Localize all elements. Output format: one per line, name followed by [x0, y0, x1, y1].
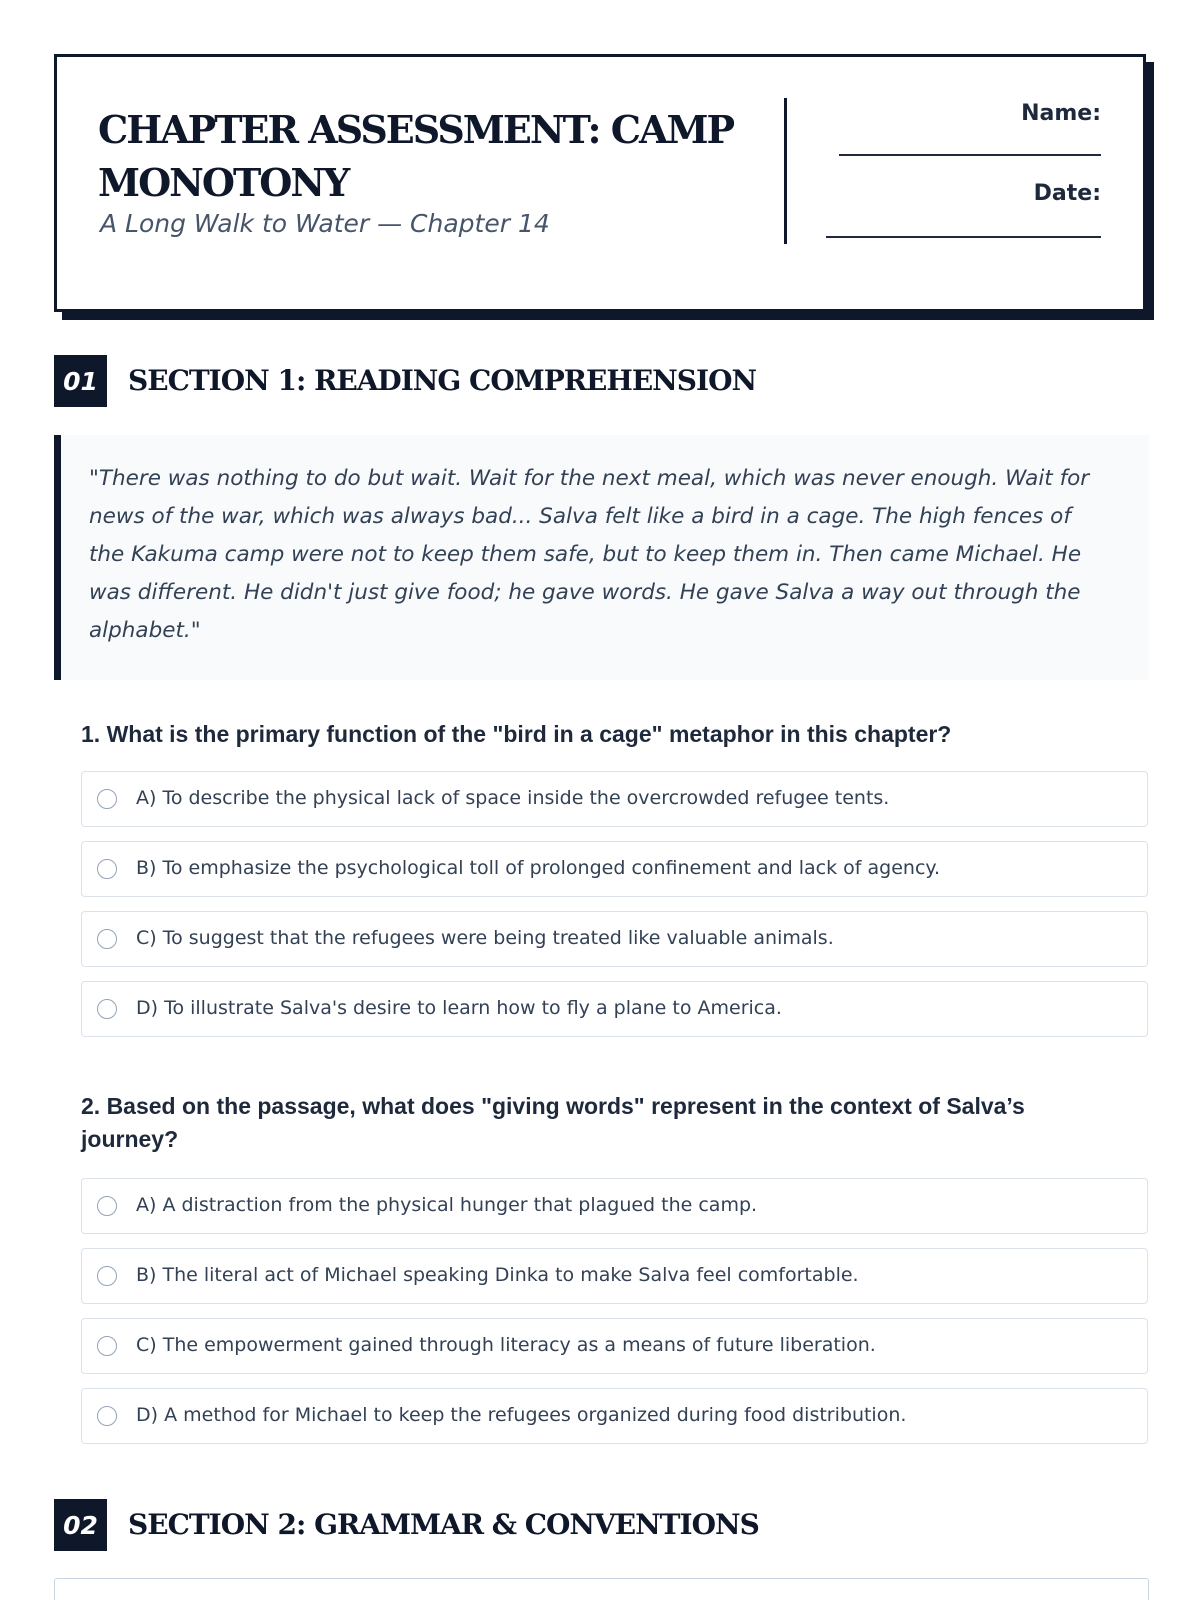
option-label: D) A method for Michael to keep the refugees organized during food distribution. — [136, 1404, 907, 1426]
question-1-option-a[interactable] — [81, 771, 1148, 827]
section-number-badge: 01 — [54, 355, 107, 407]
name-label: Name: — [1021, 101, 1101, 126]
header-divider — [784, 98, 787, 244]
radio-button[interactable] — [97, 929, 117, 949]
radio-button[interactable] — [97, 999, 117, 1019]
name-field[interactable] — [839, 154, 1101, 156]
reading-passage — [54, 435, 1149, 680]
question-1-option-d[interactable] — [81, 981, 1148, 1037]
option-label: C) To suggest that the refugees were being treated like valuable animals. — [136, 927, 834, 949]
question-2-option-a[interactable] — [81, 1178, 1148, 1234]
question-2-option-b[interactable] — [81, 1248, 1148, 1304]
radio-button[interactable] — [97, 789, 117, 809]
question-1-option-b[interactable] — [81, 841, 1148, 897]
radio-button[interactable] — [97, 1196, 117, 1216]
option-label: C) The empowerment gained through literacy as a means of future liberation. — [136, 1334, 876, 1356]
section-title: SECTION 1: READING COMPREHENSION — [128, 364, 757, 397]
option-label: B) The literal act of Michael speaking Dinka to make Salva feel comfortable. — [136, 1264, 859, 1286]
radio-button[interactable] — [97, 1336, 117, 1356]
question-2-option-c[interactable] — [81, 1318, 1148, 1374]
page-subtitle: A Long Walk to Water — Chapter 14 — [100, 209, 550, 238]
question-1-option-c[interactable] — [81, 911, 1148, 967]
question-1-text: 1. What is the primary function of the "bird in a cage" metaphor in this chapter? — [81, 721, 952, 747]
date-label: Date: — [1033, 181, 1101, 206]
radio-button[interactable] — [97, 1406, 117, 1426]
date-field[interactable] — [826, 236, 1101, 238]
section-title: SECTION 2: GRAMMAR & CONVENTIONS — [128, 1508, 759, 1541]
option-label: A) A distraction from the physical hunger that plagued the camp. — [136, 1194, 758, 1216]
section-number-badge: 02 — [54, 1499, 107, 1551]
page-title: CHAPTER ASSESSMENT: CAMP MONOTONY — [98, 107, 734, 205]
radio-button[interactable] — [97, 1266, 117, 1286]
question-2-option-d[interactable] — [81, 1388, 1148, 1444]
question-2-text: 2. Based on the passage, what does "giving words" represent in the context of Salva’s journey? — [81, 1093, 1025, 1152]
option-label: B) To emphasize the psychological toll of prolonged confinement and lack of agency. — [136, 857, 940, 879]
section-2-content-box — [54, 1578, 1149, 1600]
radio-button[interactable] — [97, 859, 117, 879]
assessment-header — [54, 54, 1146, 312]
option-label: A) To describe the physical lack of space inside the overcrowded refugee tents. — [136, 787, 890, 809]
passage-text: "There was nothing to do but wait. Wait for the next meal, which was never enough. Wait for news of the war, which was always bad... Salva felt like a bird in a cage. The high fences of the Kakuma camp were not to keep them safe, but to keep them in. Then came Michael. He was different. He didn't just give food; he gave words. He gave Salva a way out through the alphabet." — [89, 466, 1090, 643]
option-label: D) To illustrate Salva's desire to learn how to fly a plane to America. — [136, 997, 782, 1019]
